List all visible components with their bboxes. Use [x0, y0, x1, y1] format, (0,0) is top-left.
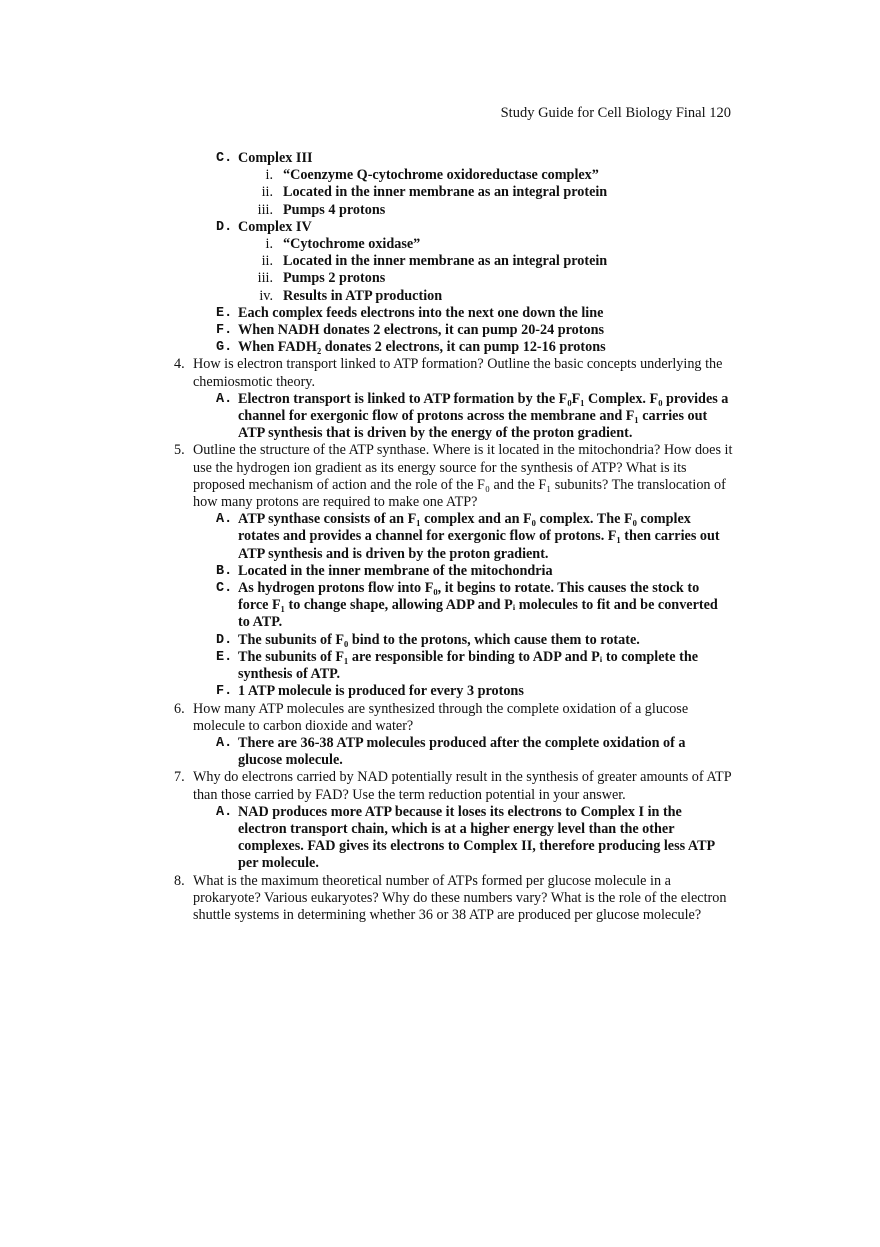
item-text: Pumps 2 protons — [283, 270, 386, 287]
item-marker: ii. — [261, 253, 273, 270]
item-marker: 5. — [174, 442, 185, 459]
outline-content — [0, 150, 880, 924]
item-marker: A. — [216, 804, 233, 820]
item-marker: iii. — [257, 201, 273, 218]
answer-item — [0, 391, 880, 443]
item-text: Pumps 4 protons — [283, 201, 386, 218]
item-marker: G. — [216, 340, 233, 356]
item-text: Complex III — [238, 150, 313, 166]
item-text: Located in the inner membrane as an integral protein — [283, 184, 608, 201]
item-marker: C. — [216, 151, 233, 166]
item-marker: F. — [216, 684, 233, 700]
item-marker: A. — [216, 391, 233, 407]
item-text: ATP synthase consists of an F₁ complex and an F₀ complex. The F₀ complex rotates and provides a channel for exergonic flow of protons. F₁ then carries out ATP synthesis and is driven by the proton gradient. — [238, 511, 720, 562]
answer-item — [0, 511, 880, 563]
item-text: Electron transport is linked to ATP formation by the F₀F₁ Complex. F₀ provides a channel for exergonic flow of protons across the membrane and F₁ carries out ATP synthesis that is driven by the energy of the proton gradient. — [238, 390, 729, 442]
answer-item — [0, 735, 880, 769]
item-marker: C. — [216, 581, 233, 597]
item-marker: D. — [216, 219, 233, 235]
item-text: Located in the inner membrane of the mitochondria — [238, 562, 553, 579]
answer-item — [0, 563, 880, 580]
answer-item — [0, 305, 880, 322]
item-marker: A. — [216, 512, 233, 528]
item-marker: E. — [216, 305, 233, 321]
item-text: “Cytochrome oxidase” — [283, 236, 421, 253]
item-text: The subunits of F₁ are responsible for binding to ADP and Pᵢ to complete the synthesis of ATP. — [238, 648, 699, 683]
item-marker: i. — [265, 236, 273, 253]
item-text: As hydrogen protons flow into F₀, it begins to rotate. This causes the stock to force F₁ to change shape, allowing ADP and Pᵢ molecules to fit and be converted to ATP. — [238, 580, 718, 631]
item-text: 1 ATP molecule is produced for every 3 protons — [238, 683, 524, 700]
sub-item — [0, 253, 880, 270]
item-text: There are 36-38 ATP molecules produced after the complete oxidation of a glucose molecule. — [238, 734, 686, 769]
question-item — [0, 356, 880, 390]
question-item — [0, 769, 880, 803]
item-marker: D. — [216, 632, 233, 648]
item-text: How is electron transport linked to ATP formation? Outline the basic concepts underlying the chemiosmotic theory. — [193, 356, 723, 390]
item-marker: 6. — [174, 700, 185, 717]
item-marker: B. — [216, 563, 233, 579]
sub-item — [0, 288, 880, 305]
item-text: When NADH donates 2 electrons, it can pump 20-24 protons — [238, 322, 605, 339]
item-text: NAD produces more ATP because it loses its electrons to Complex I in the electron transport chain, which is at a higher energy level than the other complexes. FAD gives its electrons to Complex II, therefore producing less ATP per molecule. — [238, 803, 715, 872]
item-text: Results in ATP production — [283, 287, 443, 304]
item-marker: E. — [216, 649, 233, 665]
answer-item — [0, 804, 880, 873]
item-marker: F. — [216, 323, 233, 339]
item-text: Outline the structure of the ATP synthase. Where is it located in the mitochondria? How does it use the hydrogen ion gradient as its energy source for the synthesis of ATP? What is its proposed mechanism of action and the role of the F₀ and the F₁ subunits? The translocation of how many protons are required to make one ATP? — [193, 442, 733, 511]
item-marker: i. — [265, 167, 273, 184]
sub-item — [0, 270, 880, 287]
answer-item — [0, 150, 880, 167]
question-item — [0, 873, 880, 925]
sub-item — [0, 202, 880, 219]
item-marker: iv. — [259, 287, 273, 304]
answer-item — [0, 322, 880, 339]
sub-item — [0, 184, 880, 201]
item-marker: 4. — [174, 356, 185, 373]
answer-item — [0, 632, 880, 649]
item-marker: A. — [216, 735, 233, 751]
sub-item — [0, 236, 880, 253]
item-text: What is the maximum theoretical number of ATPs formed per glucose molecule in a prokaryote? Various eukaryotes? Why do these numbers vary? What is the role of the electron shuttle systems in determining whether 36 or 38 ATP are produced per glucose molecule? — [193, 872, 727, 923]
answer-item — [0, 649, 880, 683]
item-marker: 8. — [174, 872, 185, 889]
answer-item — [0, 580, 880, 632]
item-marker: ii. — [261, 184, 273, 201]
sub-item — [0, 167, 880, 184]
item-text: Why do electrons carried by NAD potentially result in the synthesis of greater amounts of ATP than those carried by FAD? Use the term reduction potential in your answer. — [193, 769, 732, 803]
item-text: The subunits of F₀ bind to the protons, which cause them to rotate. — [238, 631, 640, 648]
question-item — [0, 701, 880, 735]
item-marker: iii. — [257, 270, 273, 287]
item-text: When FADH₂ donates 2 electrons, it can pump 12-16 protons — [238, 339, 606, 356]
answer-item — [0, 219, 880, 236]
item-text: Located in the inner membrane as an integral protein — [283, 253, 608, 270]
item-marker: 7. — [174, 769, 185, 786]
answer-item — [0, 339, 880, 356]
question-item — [0, 442, 880, 511]
page-header: Study Guide for Cell Biology Final 120 — [500, 105, 731, 121]
answer-item — [0, 683, 880, 700]
item-text: Complex IV — [238, 218, 312, 235]
item-text: “Coenzyme Q-cytochrome oxidoreductase complex” — [283, 167, 599, 184]
item-text: How many ATP molecules are synthesized through the complete oxidation of a glucose molecule to carbon dioxide and water? — [193, 700, 689, 734]
item-text: Each complex feeds electrons into the next one down the line — [238, 304, 604, 321]
